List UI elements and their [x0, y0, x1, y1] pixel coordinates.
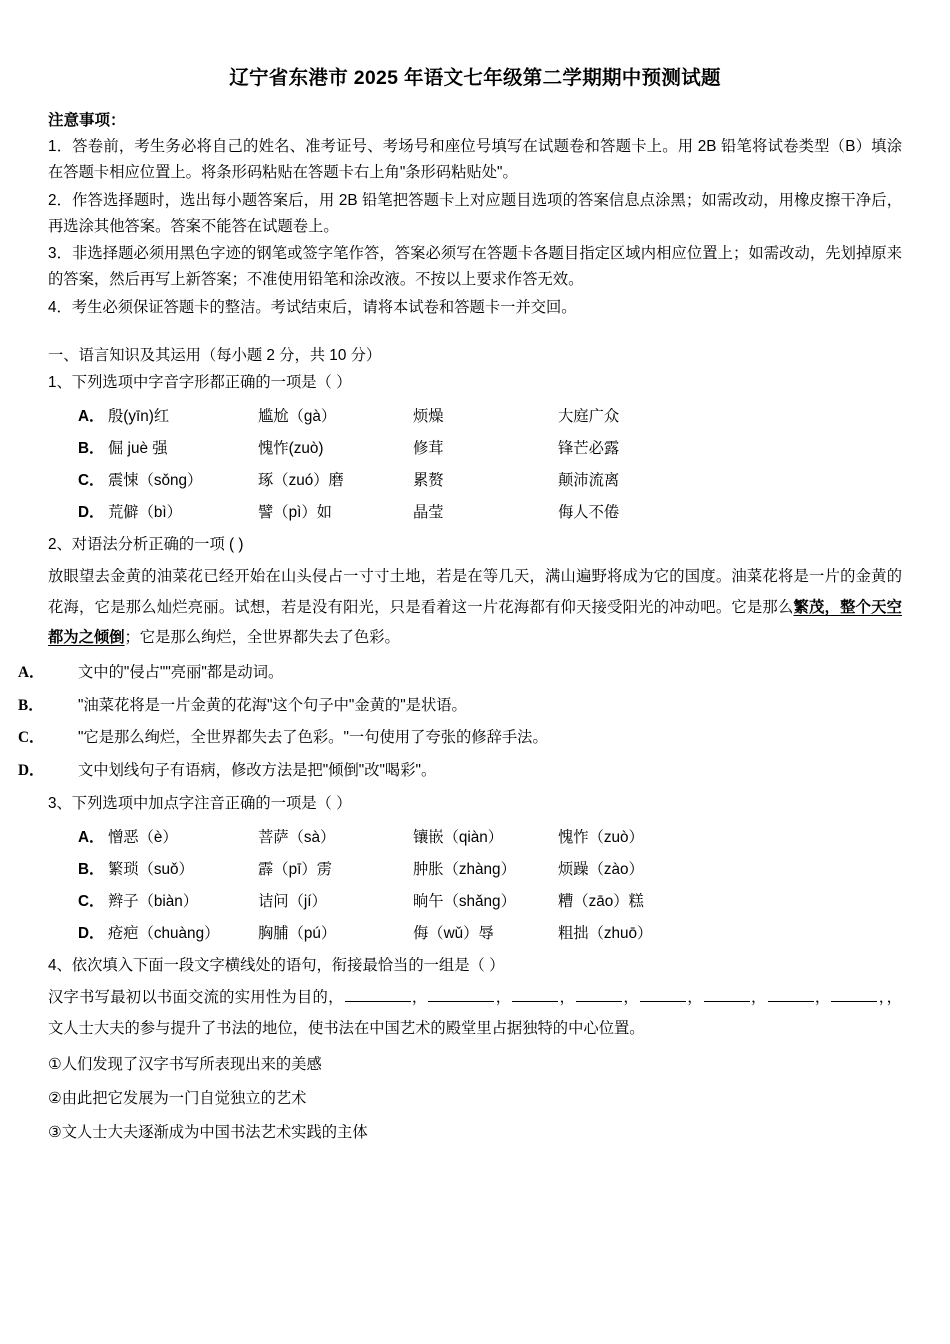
- question-3-options: [48, 820, 902, 948]
- option-cell: 诘问（jí）: [258, 892, 327, 910]
- option-cell: 粗拙（zhuō）: [558, 924, 653, 942]
- fill-blank[interactable]: [428, 987, 494, 1002]
- option-cell: 愧怍(zuò): [258, 439, 324, 457]
- option-cell: 颠沛流离: [558, 471, 620, 489]
- option-cell: 倔 juè 强: [108, 439, 168, 457]
- option-text: 文中划线句子有语病，修改方法是把"倾倒"改"喝彩"。: [78, 761, 437, 779]
- option-cell: 大庭广众: [558, 407, 620, 425]
- option-label: B．: [78, 860, 105, 878]
- option-cell: 肿胀（zhàng）: [413, 860, 516, 878]
- question-2-choice-c[interactable]: [18, 723, 902, 754]
- passage-underlined-clause: 繁茂，整个天空都为之倾倒: [48, 598, 902, 647]
- option-row[interactable]: [48, 495, 902, 527]
- option-cell: 锋芒必露: [558, 439, 620, 457]
- question-1-options: [48, 399, 902, 527]
- question-4-item-3: ③文人士大夫逐渐成为中国书法艺术实践的主体: [48, 1123, 368, 1141]
- option-text: "它是那么绚烂，全世界都失去了色彩。"一句使用了夸张的修辞手法。: [78, 729, 548, 747]
- option-cell: 辫子（biàn）: [108, 892, 199, 910]
- option-cell: 震悚（sǒng）: [108, 471, 203, 489]
- notice-heading: 注意事项：: [48, 112, 126, 129]
- option-cell: 疮疤（chuàng）: [108, 924, 220, 942]
- question-1-stem: 1、下列选项中字音字形都正确的一项是（ ）: [48, 374, 352, 392]
- option-label: B．: [18, 696, 44, 714]
- fill-blank[interactable]: [576, 987, 622, 1002]
- option-cell: 修茸: [413, 439, 444, 457]
- question-2-choice-a[interactable]: [18, 658, 902, 689]
- fill-before-text: 汉字书写最初以书面交流的实用性为目的，: [48, 989, 344, 1007]
- fill-blank[interactable]: [831, 987, 877, 1002]
- question-4-item-1: ①人们发现了汉字书写所表现出来的美感: [48, 1055, 322, 1073]
- option-cell: 霹（pī）雳: [258, 860, 332, 878]
- option-label: C．: [18, 729, 45, 747]
- option-row[interactable]: [48, 431, 902, 463]
- option-cell: 累赘: [413, 471, 444, 489]
- notice-item-1: 1．答卷前，考生务必将自己的姓名、准考证号、考场号和座位号填写在试题卷和答题卡上。用 2B 铅笔将试卷类型（B）填涂在答题卡相应位置上。将条形码粘贴在答题卡右上角"条形码粘贴处"。: [48, 138, 902, 182]
- option-label: D．: [78, 503, 105, 521]
- option-label: A．: [18, 663, 45, 681]
- fill-blank[interactable]: [640, 987, 686, 1002]
- option-cell: 胸脯（pú）: [258, 924, 337, 942]
- option-cell: 镶嵌（qiàn）: [413, 828, 504, 846]
- option-label: C．: [78, 471, 105, 489]
- question-2-choice-b[interactable]: [18, 691, 902, 722]
- fill-blank[interactable]: [512, 987, 558, 1002]
- notice-item-3: 3．非选择题必须用黑色字迹的钢笔或签字笔作答，答案必须写在答题卡各题目指定区域内相应位置上；如需改动，先划掉原来的答案，然后再写上新答案；不准使用铅笔和涂改液。不按以上要求作答无效。: [48, 245, 902, 289]
- option-cell: 晌午（shǎng）: [413, 892, 516, 910]
- passage-part-after: ；它是那么绚烂，全世界都失去了色彩。: [124, 629, 400, 647]
- option-row[interactable]: [48, 884, 902, 916]
- question-2-passage: [48, 562, 902, 654]
- option-cell: 繁琐（suǒ）: [108, 860, 194, 878]
- page-title: 辽宁省东港市 2025 年语文七年级第二学期期中预测试题: [229, 67, 721, 89]
- option-cell: 譬（pì）如: [258, 503, 332, 521]
- option-cell: 烦燥: [413, 407, 444, 425]
- option-cell: 琢（zuó）磨: [258, 471, 344, 489]
- option-row[interactable]: [48, 399, 902, 431]
- option-label: A．: [78, 407, 105, 425]
- option-label: A．: [78, 828, 105, 846]
- option-cell: 尴尬（gà）: [258, 407, 337, 425]
- question-4-stem: 4、依次填入下面一段文字横线处的语句，衔接最恰当的一组是（ ）: [48, 956, 505, 974]
- option-cell: 菩萨（sà）: [258, 828, 336, 846]
- option-cell: 糟（zāo）糕: [558, 892, 644, 910]
- option-label: C．: [78, 892, 105, 910]
- question-2-stem: 2、对语法分析正确的一项 ( ): [48, 535, 244, 553]
- option-label: B．: [78, 439, 105, 457]
- passage-part-before: 放眼望去金黄的油菜花已经开始在山头侵占一寸寸土地，若是在等几天，满山遍野将成为它的国度。油菜花将是一片的金黄的花海，它是那么灿烂亮丽。试想，若是没有阳光，只是看着这一片花海都有仰天接受阳光的冲动吧。它是那么: [48, 568, 902, 616]
- notice-item-2: 2．作答选择题时，选出每小题答案后，用 2B 铅笔把答题卡上对应题目选项的答案信息点涂黑；如需改动，用橡皮擦干净后，再选涂其他答案。答案不能答在试题卷上。: [48, 191, 902, 235]
- fill-blank[interactable]: [768, 987, 814, 1002]
- option-cell: 侮（wǔ）辱: [413, 924, 494, 942]
- fill-blank[interactable]: [345, 987, 411, 1002]
- option-cell: 荒僻（bì）: [108, 503, 182, 521]
- option-label: D．: [78, 924, 105, 942]
- option-cell: 憎恶（è）: [108, 828, 178, 846]
- question-2-choice-d[interactable]: [18, 756, 902, 787]
- option-row[interactable]: [48, 820, 902, 852]
- option-text: 文中的"侵占""亮丽"都是动词。: [78, 663, 284, 681]
- option-row[interactable]: [48, 463, 902, 495]
- fill-blank[interactable]: [704, 987, 750, 1002]
- option-cell: 烦躁（zào）: [558, 860, 644, 878]
- option-row[interactable]: [48, 852, 902, 884]
- option-label: D．: [18, 761, 45, 779]
- question-4-item-2: ②由此把它发展为一门自觉独立的艺术: [48, 1089, 307, 1107]
- option-cell: 晶莹: [413, 503, 444, 521]
- option-cell: 愧怍（zuò）: [558, 828, 644, 846]
- notice-item-4: 4．考生必须保证答题卡的整洁。考试结束后，请将本试卷和答题卡一并交回。: [48, 298, 577, 316]
- question-4-fill-line: 汉字书写最初以书面交流的实用性为目的， ， ， ， ， ， ， ， ，，文人士大夫的参与提升了书法的地位，使书法在中国艺术的殿堂里占据独特的中心位置。: [48, 989, 902, 1037]
- option-cell: 殷(yīn)红: [108, 407, 170, 425]
- question-3-stem: 3、下列选项中加点字注音正确的一项是（ ）: [48, 795, 352, 813]
- option-row[interactable]: [48, 916, 902, 948]
- section-title-one: 一、语言知识及其运用（每小题 2 分，共 10 分）: [48, 347, 382, 365]
- fill-after-text: ，文人士大夫的参与提升了书法的地位，使书法在中国艺术的殿堂里占据独特的中心位置。: [48, 989, 902, 1037]
- option-cell: 侮人不倦: [558, 503, 620, 521]
- option-text: "油菜花将是一片金黄的花海"这个句子中"金黄的"是状语。: [78, 696, 467, 714]
